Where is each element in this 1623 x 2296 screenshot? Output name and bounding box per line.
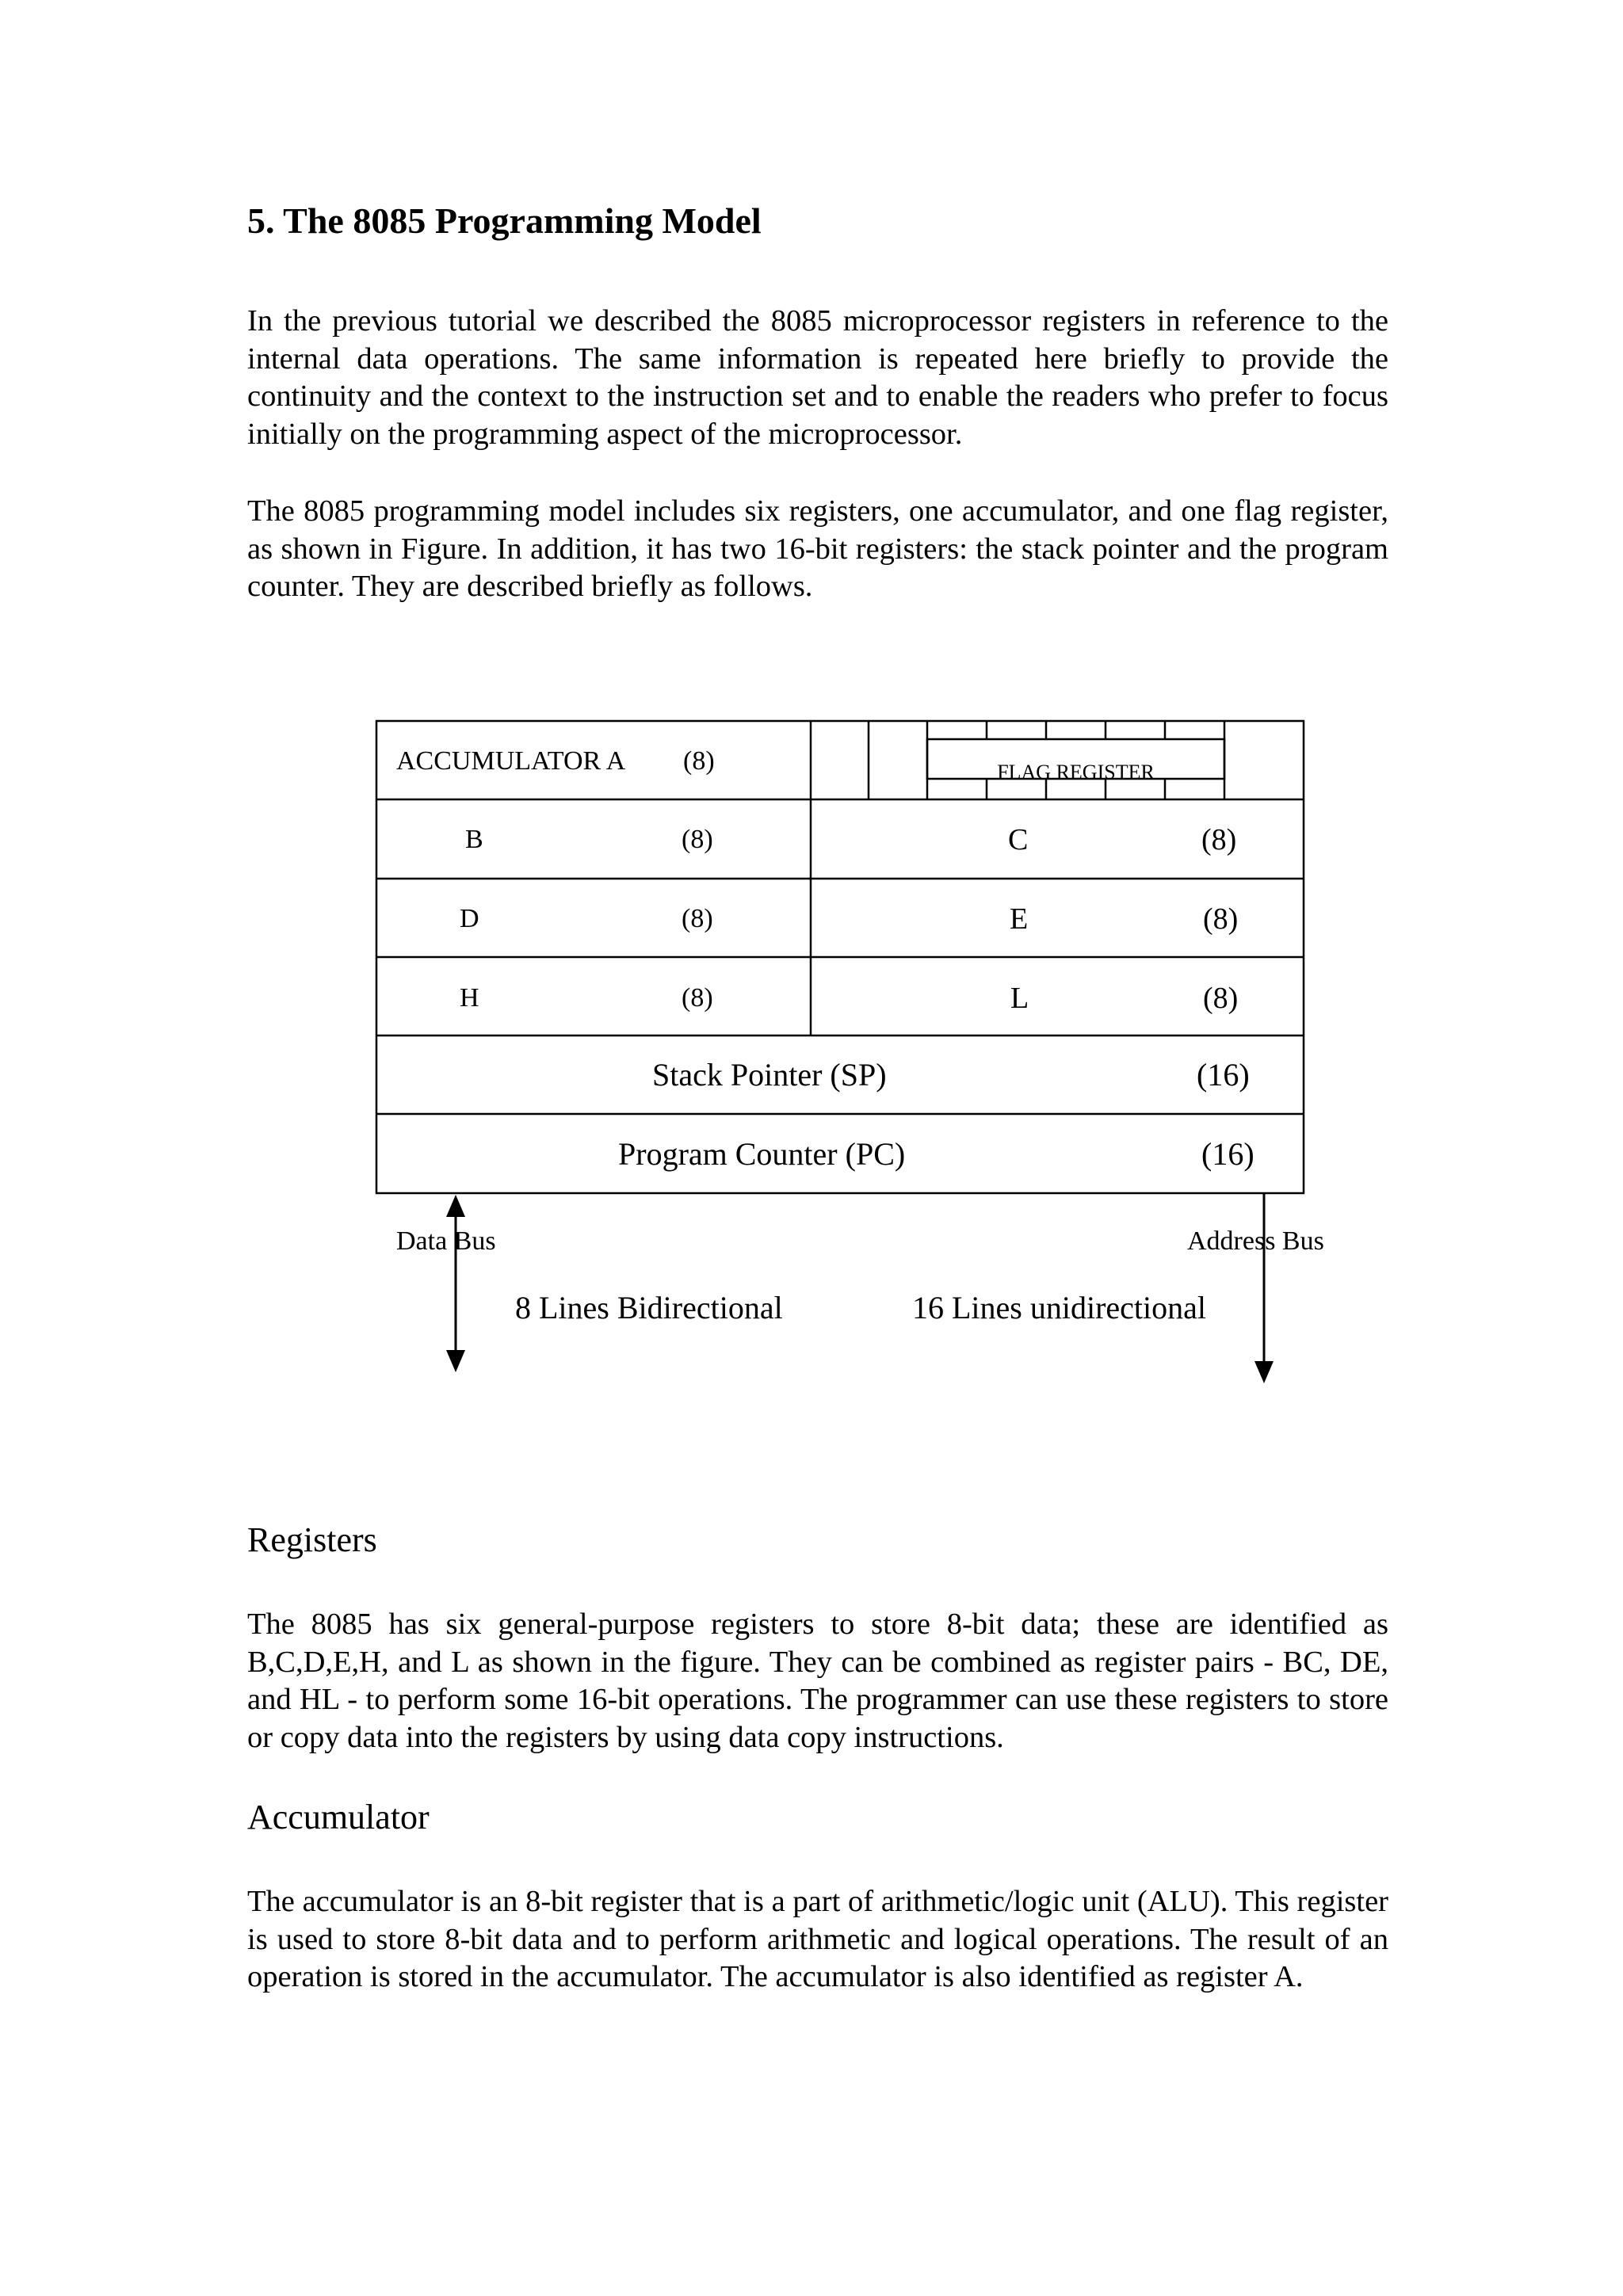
stack-pointer-label: Stack Pointer (SP) xyxy=(652,1057,887,1093)
address-bus-arrow-down xyxy=(1254,1361,1274,1383)
registers-paragraph: The 8085 has six general-purpose registers to store 8-bit data; these are identified as B,C,D,E,H, and L as shown in the figure. They can be combined as register pairs - BC, DE, and HL - to perform some 16-bit operations. The programmer can use these registers to store or copy data into the registers by using data copy instructions. xyxy=(247,1608,1388,1754)
register-d-bits: (8) xyxy=(682,904,713,933)
data-bus-label: Data Bus xyxy=(396,1226,496,1256)
register-l-bits: (8) xyxy=(1203,982,1239,1015)
intro-paragraph-1: In the previous tutorial we described the 8085 microprocessor registers in reference to the internal data operations. The same information is repeated here briefly to provide the continuity and the context to the instruction set and to enable the readers who prefer to focus initially on the programming aspect of the microprocessor. xyxy=(247,304,1388,451)
page-title: 5. The 8085 Programming Model xyxy=(247,200,762,241)
accumulator-bits: (8) xyxy=(683,746,715,776)
accumulator-paragraph: The accumulator is an 8-bit register that is a part of arithmetic/logic unit (ALU). This register is used to store 8-bit data and to perform arithmetic and logical operations. The result of an operation is stored in the accumulator. The accumulator is also identified as register A. xyxy=(247,1885,1388,1993)
register-c-bits: (8) xyxy=(1201,823,1237,856)
flag-register-label-clip xyxy=(927,739,1224,779)
registers-heading: Registers xyxy=(247,1520,377,1559)
register-l-label: L xyxy=(1010,982,1029,1015)
stack-pointer-bits: (16) xyxy=(1197,1057,1250,1093)
register-d-label: D xyxy=(460,904,479,933)
programming-model-figure xyxy=(372,713,1355,1386)
register-c-label: C xyxy=(1008,823,1029,856)
register-grid-lines xyxy=(372,713,1355,1386)
data-bus-arrow-up xyxy=(446,1195,465,1217)
register-e-label: E xyxy=(1010,902,1029,936)
program-counter-label: Program Counter (PC) xyxy=(618,1136,906,1172)
address-bus-description: 16 Lines unidirectional xyxy=(912,1290,1207,1325)
data-bus-arrow-down xyxy=(446,1350,465,1372)
intro-paragraph-2: The 8085 programming model includes six registers, one accumulator, and one flag register, as shown in Figure. In addition, it has two 16-bit registers: the stack pointer and the program counter. They are described briefly as follows. xyxy=(247,494,1388,603)
program-counter-bits: (16) xyxy=(1201,1136,1254,1172)
data-bus-description: 8 Lines Bidirectional xyxy=(515,1290,783,1325)
register-h-label: H xyxy=(460,983,479,1013)
address-bus-label: Address Bus xyxy=(1187,1226,1324,1256)
register-b-label: B xyxy=(465,825,483,854)
accumulator-heading: Accumulator xyxy=(247,1798,430,1836)
register-h-bits: (8) xyxy=(682,983,713,1013)
register-b-bits: (8) xyxy=(682,825,713,854)
register-e-bits: (8) xyxy=(1203,902,1239,936)
accumulator-label: ACCUMULATOR A xyxy=(396,746,626,776)
flag-register-label: FLAG REGISTER xyxy=(997,761,1155,779)
